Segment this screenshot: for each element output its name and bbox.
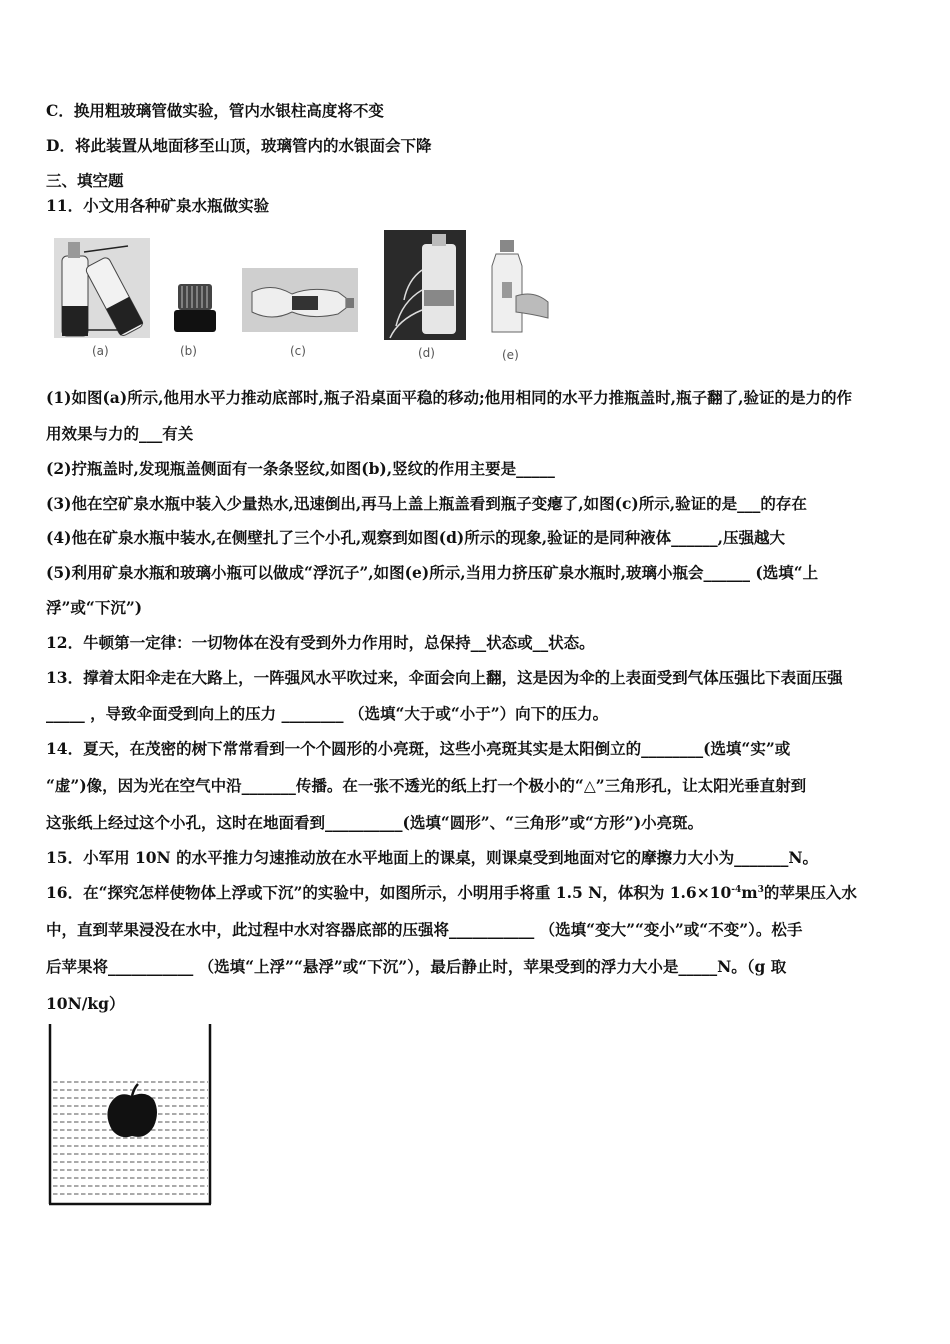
question-16 <box>46 883 906 903</box>
q16-unit: m <box>741 883 758 902</box>
question-16-cont-3: 10N/kg） <box>46 994 125 1013</box>
bottle-figures <box>46 230 566 370</box>
question-11-part-2: (2)拧瓶盖时,发现瓶盖侧面有一条条竖纹,如图(b),竖纹的作用主要是_____ <box>46 459 555 478</box>
q16-unit-exponent: 3 <box>757 884 764 895</box>
question-11-part-1-cont: 用效果与力的___有关 <box>46 424 194 443</box>
figure-c <box>242 268 358 358</box>
question-11-part-3: (3)他在空矿泉水瓶中装入少量热水,迅速倒出,再马上盖上瓶盖看到瓶子变瘪了,如图(c)所示,验证的是___的存在 <box>46 494 807 513</box>
question-13: 13．撑着太阳伞走在大路上，一阵强风水平吹过来，伞面会向上翻，这是因为伞的上表面受到气体压强比下表面压强 <box>46 668 843 687</box>
question-11-part-4: (4)他在矿泉水瓶中装水,在侧壁扎了三个小孔,观察到如图(d)所示的现象,验证的是同种液体______,压强越大 <box>46 528 786 547</box>
beaker-figure <box>46 1022 214 1210</box>
caption-b: (b) <box>180 344 197 358</box>
question-11-part-5-cont: 浮”或“下沉”) <box>46 598 143 617</box>
figure-a <box>54 238 150 358</box>
caption-e: (e) <box>502 348 519 362</box>
q16-exponent: -4 <box>731 884 742 895</box>
question-16-cont-2: 后苹果将___________ （选填“上浮”“悬浮”或“下沉”），最后静止时，苹果受到的浮力大小是_____N。（g 取 <box>46 957 787 976</box>
question-11-stem: 11．小文用各种矿泉水瓶做实验 <box>46 196 270 215</box>
figure-e <box>486 236 552 362</box>
question-14-cont-1: “虚”)像，因为光在空气中沿_______传播。在一张不透光的纸上打一个极小的“△”三角形孔，让太阳光垂直射到 <box>46 776 807 795</box>
caption-a: (a) <box>92 344 109 358</box>
question-16-cont-1: 中，直到苹果浸没在水中，此过程中水对容器底部的压强将___________ （选填“变大”“变小”或“不变”）。松手 <box>46 920 803 939</box>
figure-d <box>384 230 466 360</box>
figure-b <box>172 282 218 358</box>
question-11-part-5: (5)利用矿泉水瓶和玻璃小瓶可以做成“浮沉子”,如图(e)所示,当用力挤压矿泉水瓶时,玻璃小瓶会______ (选填“上 <box>46 563 819 582</box>
question-11-part-1: (1)如图(a)所示,他用水平力推动底部时,瓶子沿桌面平稳的移动;他用相同的水平力推瓶盖时,瓶子翻了,验证的是力的作 <box>46 388 852 407</box>
question-13-cont: _____ ，导致伞面受到向上的压力 ________ （选填“大于或“小于”）向下的压力。 <box>46 704 609 723</box>
question-15: 15．小军用 10N 的水平推力匀速推动放在水平地面上的课桌，则课桌受到地面对它的摩擦力大小为_______N。 <box>46 848 819 867</box>
beaker-drawing <box>46 1022 214 1206</box>
question-12: 12．牛顿第一定律：一切物体在没有受到外力作用时，总保持__状态或__状态。 <box>46 633 595 652</box>
caption-d: (d) <box>418 346 435 360</box>
q16-text-a: 16．在“探究怎样使物体上浮或下沉”的实验中，如图所示，小明用手将重 1.5 N，体积为 1.6×10 <box>46 883 732 902</box>
q16-text-c: 的苹果压入水 <box>763 883 857 902</box>
question-14: 14．夏天，在茂密的树下常常看到一个个圆形的小亮斑，这些小亮斑其实是太阳倒立的________(选填“实”或 <box>46 739 791 758</box>
section-heading: 三、填空题 <box>46 171 124 190</box>
caption-c: (c) <box>290 344 306 358</box>
option-d: D．将此装置从地面移至山顶，玻璃管内的水银面会下降 <box>46 136 432 155</box>
option-c: C．换用粗玻璃管做实验，管内水银柱高度将不变 <box>46 101 384 120</box>
question-14-cont-2: 这张纸上经过这个小孔，这时在地面看到__________(选填“圆形”、“三角形”或“方形”)小亮斑。 <box>46 813 704 832</box>
